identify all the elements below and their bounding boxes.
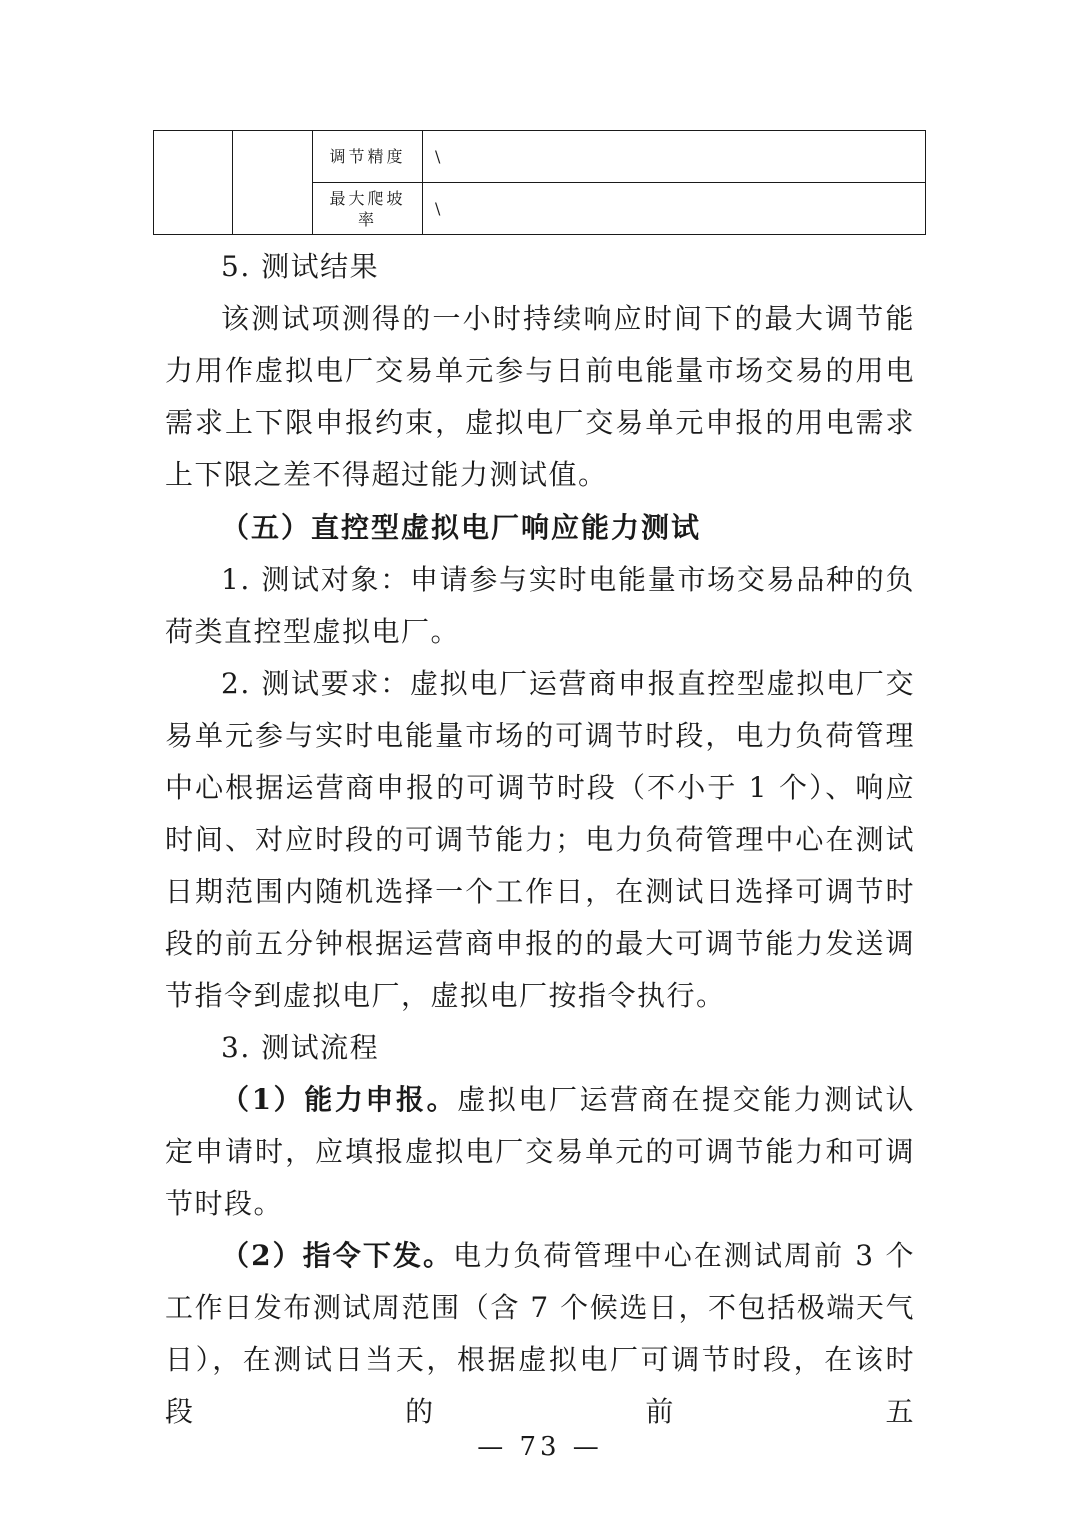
page-number: — 73 — bbox=[477, 1432, 603, 1462]
test-object-paragraph: 1. 测试对象：申请参与实时电能量市场交易品种的负荷类直控型虚拟电厂。 bbox=[165, 563, 915, 648]
section-heading-direct-control-vpp: （五）直控型虚拟电厂响应能力测试 bbox=[221, 511, 702, 544]
table-cell-value: \ bbox=[423, 131, 926, 183]
section-title-test-results: 5. 测试结果 bbox=[221, 250, 380, 283]
capability-declaration-body: 虚拟电厂运营商在提交能力测试认定申请时，应填报虚拟电厂交易单元的可调节能力和可调节时段。 bbox=[165, 1083, 915, 1220]
parameter-table bbox=[153, 130, 926, 235]
capability-declaration-lead: （1）能力申报。 bbox=[221, 1083, 458, 1116]
table-cell-label: 最大爬坡率 bbox=[313, 183, 423, 235]
instruction-issuance-body: 电力负荷管理中心在测试周前 3 个工作日发布测试周范围（含 7 个候选日，不包括极端天气日），在测试日当天，根据虚拟电厂可调节时段，在该时段的前五 bbox=[165, 1239, 916, 1428]
table-cell-empty bbox=[154, 131, 233, 235]
table-cell-empty bbox=[233, 131, 313, 235]
instruction-issuance-lead: （2）指令下发。 bbox=[221, 1239, 454, 1272]
table-row bbox=[154, 131, 926, 183]
instruction-issuance-paragraph bbox=[165, 1230, 915, 1438]
test-results-paragraph: 该测试项测得的一小时持续响应时间下的最大调节能力用作虚拟电厂交易单元参与日前电能量市场交易的用电需求上下限申报约束，虚拟电厂交易单元申报的用电需求上下限之差不得超过能力测试值。 bbox=[165, 302, 915, 491]
table-cell-value: \ bbox=[423, 183, 926, 235]
section-title-test-process: 3. 测试流程 bbox=[221, 1031, 380, 1064]
table-cell-label: 调节精度 bbox=[313, 131, 423, 183]
test-requirements-paragraph: 2. 测试要求：虚拟电厂运营商申报直控型虚拟电厂交易单元参与实时电能量市场的可调节时段，电力负荷管理中心根据运营商申报的可调节时段（不小于 1 个）、响应时间、对应时段的可调节能力；电力负荷管理中心在测试日期范围内随机选择一个工作日，在测试日选择可调节时段的前五分钟根据运营商申报的的最大可调节能力发送调节指令到虚拟电厂，虚拟电厂按指令执行。 bbox=[165, 667, 915, 1012]
capability-declaration-paragraph bbox=[165, 1074, 915, 1230]
